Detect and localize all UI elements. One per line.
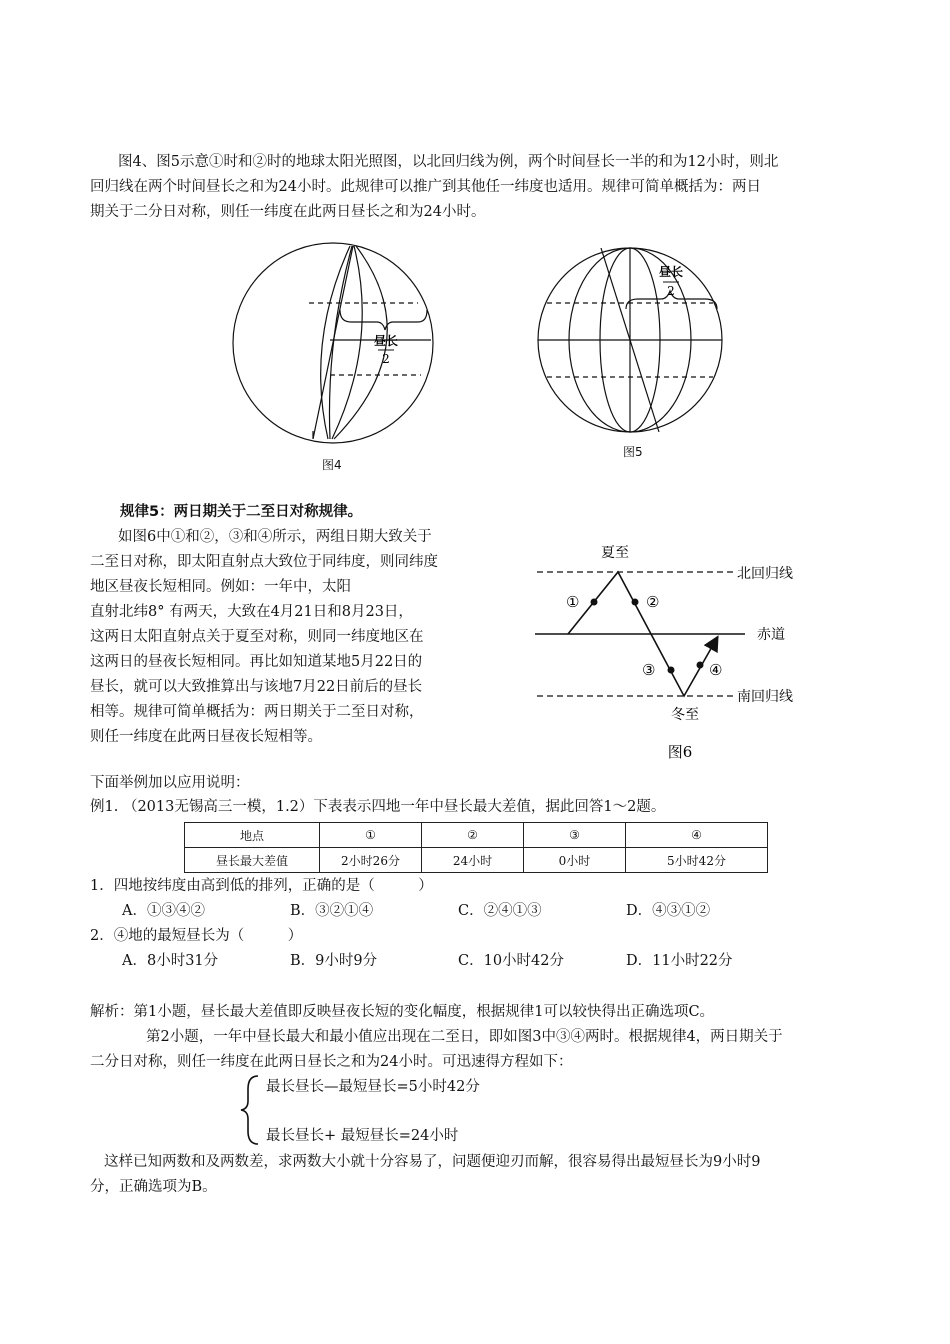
- figure-4-caption: 图4: [322, 458, 342, 472]
- point-3: [668, 667, 675, 674]
- q2-option-b: B．9小时9分: [290, 953, 378, 969]
- marker-3-label: ③: [642, 661, 656, 679]
- day-length-table: [184, 822, 768, 873]
- rule5-line: 如图6中①和②，③和④所示，两组日期大致关于: [118, 529, 432, 545]
- marker-1-label: ①: [566, 593, 580, 611]
- rule5-line: 则任一纬度在此两日昼夜长短相等。: [90, 729, 322, 745]
- point-2: [632, 599, 639, 606]
- figure-6-diagram: [525, 540, 825, 765]
- figure-6-caption: 图6: [667, 743, 693, 761]
- analysis-line-1: 解析：第1小题，昼长最大差值即反映昼夜长短的变化幅度，根据规律1可以较快得出正确选项C。: [90, 1004, 715, 1020]
- table-header-cell: ②: [422, 823, 524, 848]
- rule5-line: 相等。规律可简单概括为：两日期关于二至日对称，: [90, 704, 424, 720]
- point-1: [591, 599, 598, 606]
- table-cell: 24小时: [422, 848, 524, 873]
- q2-option-d: D．11小时22分: [626, 953, 733, 969]
- example-lead: 下面举例加以应用说明：: [90, 775, 250, 791]
- south-tropic-label: 南回归线: [737, 689, 793, 705]
- rule5-line: 这两日太阳直射点关于夏至对称，则同一纬度地区在: [90, 629, 424, 645]
- table-header-cell: 地点: [185, 823, 320, 848]
- rule5-line: 直射北纬8° 有两天，大致在4月21日和8月23日，: [90, 604, 413, 620]
- fig4-label-bottom: 2: [382, 352, 390, 366]
- equation-brace: [238, 1073, 262, 1147]
- table-cell: 5小时42分: [626, 848, 768, 873]
- table-header-cell: ③: [524, 823, 626, 848]
- equation-1: 最长昼长—最短昼长=5小时42分: [266, 1079, 480, 1095]
- q1-option-b: B．③②①④: [290, 903, 374, 919]
- day-length-brace: [340, 310, 427, 330]
- equator-label: 赤道: [757, 627, 785, 643]
- q2-option-a: A．8小时31分: [122, 953, 219, 969]
- intro-line-1: 图4、图5示意①时和②时的地球太阳光照图，以北回归线为例，两个时间昼长一半的和为12小时，则北: [118, 154, 779, 170]
- figure-5-caption: 图5: [623, 445, 643, 459]
- equation-2: 最长昼长+ 最短昼长=24小时: [266, 1128, 459, 1144]
- q1-option-a: A．①③④②: [122, 903, 205, 919]
- rule5-line: 二至日对称，即太阳直射点大致位于同纬度，则同纬度: [90, 554, 438, 570]
- table-row: [185, 848, 768, 873]
- table-cell: 昼长最大差值: [185, 848, 320, 873]
- figure-4-diagram: [228, 238, 440, 450]
- winter-solstice-label: 冬至: [671, 707, 699, 723]
- fig4-label-top: 昼长: [373, 334, 399, 348]
- analysis-line-5: 分，正确选项为B。: [90, 1179, 217, 1195]
- table-header-cell: ④: [626, 823, 768, 848]
- analysis-line-4: 这样已知两数和及两数差，求两数大小就十分容易了，问题便迎刃而解，很容易得出最短昼长为9小时9: [104, 1154, 761, 1170]
- point-4: [697, 662, 704, 669]
- analysis-line-3: 二分日对称，则任一纬度在此两日昼长之和为24小时。可迅速得方程如下：: [90, 1054, 573, 1070]
- table-header-row: [185, 823, 768, 848]
- q2-option-c: C．10小时42分: [458, 953, 564, 969]
- intro-line-3: 期关于二分日对称，则任一纬度在此两日昼长之和为24小时。: [90, 204, 486, 220]
- table-header-cell: ①: [320, 823, 422, 848]
- marker-2-label: ②: [646, 593, 660, 611]
- rule5-line: 昼长，就可以大致推算出与该地7月22日前后的昼长: [90, 679, 423, 695]
- table-cell: 2小时26分: [320, 848, 422, 873]
- rule5-line: 这两日的昼夜长短相同。再比如知道某地5月22日的: [90, 654, 423, 670]
- analysis-line-2: 第2小题，一年中昼长最大和最小值应出现在二至日，即如图3中③④两时。根据规律4，两日期关于: [146, 1029, 783, 1045]
- rule5-line: 地区昼夜长短相同。例如：一年中，太阳: [90, 579, 351, 595]
- question-2: 2．④地的最短昼长为（ ）: [90, 928, 303, 944]
- example-title: 例1. （2013无锡高三一模，1.2）下表表示四地一年中昼长最大差值，据此回答1～2题。: [90, 799, 666, 815]
- figure-5-diagram: [533, 243, 729, 439]
- marker-4-label: ④: [709, 661, 723, 679]
- intro-line-2: 回归线在两个时间昼长之和为24小时。此规律可以推广到其他任一纬度也适用。规律可简单概括为：两日: [90, 179, 761, 195]
- rule5-heading: 规律5：两日期关于二至日对称规律。: [120, 504, 363, 520]
- question-1: 1．四地按纬度由高到低的排列，正确的是（ ）: [90, 878, 433, 894]
- fig5-label-bottom: 2: [667, 284, 675, 298]
- q1-option-c: C．②④①③: [458, 903, 542, 919]
- q1-option-d: D．④③①②: [626, 903, 711, 919]
- table-cell: 0小时: [524, 848, 626, 873]
- fig5-label-top: 昼长: [658, 265, 684, 279]
- north-tropic-label: 北回归线: [737, 566, 793, 582]
- summer-solstice-label: 夏至: [601, 545, 629, 561]
